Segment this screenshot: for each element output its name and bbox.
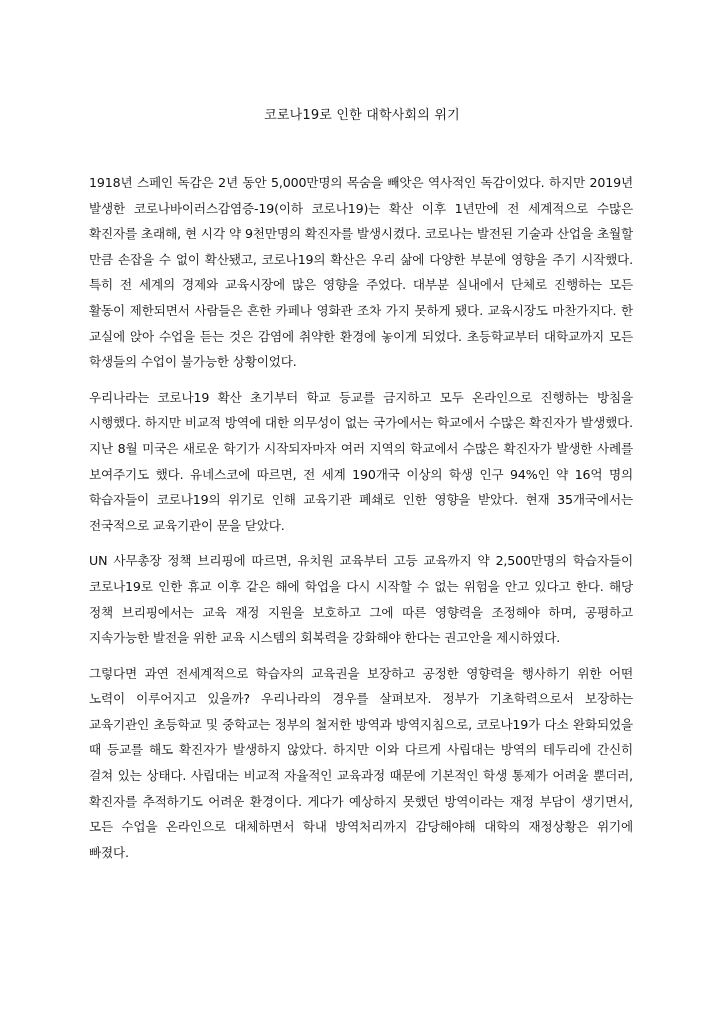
paragraph-2: 우리나라는 코로나19 확산 초기부터 학교 등교를 금지하고 모두 온라인으로 진행하는 방침을 시행했다. 하지만 비교적 방역에 대한 의무성이 없는 국가에서는 학교에서 수많은 확진자가 발생했다. 지난 8월 미국은 새로운 학기가 시작되자마자 여러 지역의 학교에서 수많은 확진자가 발생한 사례를 보여주기도 했다. 유네스코에 따르면, 전 세계 190개국 이상의 학생 인구 94%인 약 16억 명의 학습자들이 코로나19의 위기로 인해 교육기관 폐쇄로 인한 영향을 받았다. 현재 35개국에서는 전국적으로 교육기관이 문을 닫았다. bbox=[89, 389, 633, 533]
paragraph-3: UN 사무총장 정책 브리핑에 따르면, 유치원 교육부터 고등 교육까지 약 2,500만명의 학습자들이 코로나19로 인한 휴교 이후 같은 해에 학업을 다시 시작할 수 없는 위험을 안고 있다고 한다. 해당 정책 브리핑에서는 교육 재정 지원을 보호하고 그에 따른 영향력을 조정해야 하며, 공평하고 지속가능한 발전을 위한 교육 시스템의 회복력을 강화해야 한다는 권고안을 제시하였다. bbox=[89, 553, 633, 646]
document-body bbox=[89, 170, 633, 875]
paragraph-4: 그렇다면 과연 전세계적으로 학습자의 교육권을 보장하고 공정한 영향력을 행사하기 위한 어떤 노력이 이루어지고 있을까? 우리나라의 경우를 살펴보자. 정부가 기초학력으로서 보장하는 교육기관인 초등학교 및 중학교는 정부의 철저한 방역과 방역지침으로, 코로나19가 다소 완화되었을 때 등교를 해도 확진자가 발생하지 않았다. 하지만 이와 다르게 사립대는 방역의 테두리에 간신히 걸쳐 있는 상태다. 사립대는 비교적 자율적인 교육과정 때문에 기본적인 학생 통제가 어려울 뿐더러, 확진자를 추적하기도 어려운 환경이다. 게다가 예상하지 못했던 방역이라는 재정 부담이 생기면서, 모든 수업을 온라인으로 대체하면서 학내 방역처리까지 감당해야해 대학의 재정상황은 위기에 빠졌다. bbox=[89, 665, 633, 860]
document-title: 코로나19로 인한 대학사회의 위기 bbox=[264, 108, 460, 123]
paragraph-1: 1918년 스페인 독감은 2년 동안 5,000만명의 목숨을 빼앗은 역사적인 독감이었다. 하지만 2019년 발생한 코로나바이러스감염증-19(이하 코로나19)는 확산 이후 1년만에 전 세계적으로 수많은 확진자를 초래해, 현 시각 약 9천만명의 확진자를 발생시켰다. 코로나는 발전된 기술과 산업을 초월할 만큼 손잡을 수 없이 확산됐고, 코로나19의 확산은 우리 삶에 다양한 부분에 영향을 주기 시작했다. 특히 전 세계의 경제와 교육시장에 많은 영향을 주었다. 대부분 실내에서 단체로 진행하는 모든 활동이 제한되면서 사람들은 흔한 카페나 영화관 조차 가지 못하게 됐다. 교육시장도 마찬가지다. 한 교실에 앉아 수업을 듣는 것은 감염에 취약한 환경에 놓이게 되었다. 초등학교부터 대학교까지 모든 학생들의 수업이 불가능한 상황이었다. bbox=[89, 175, 633, 370]
